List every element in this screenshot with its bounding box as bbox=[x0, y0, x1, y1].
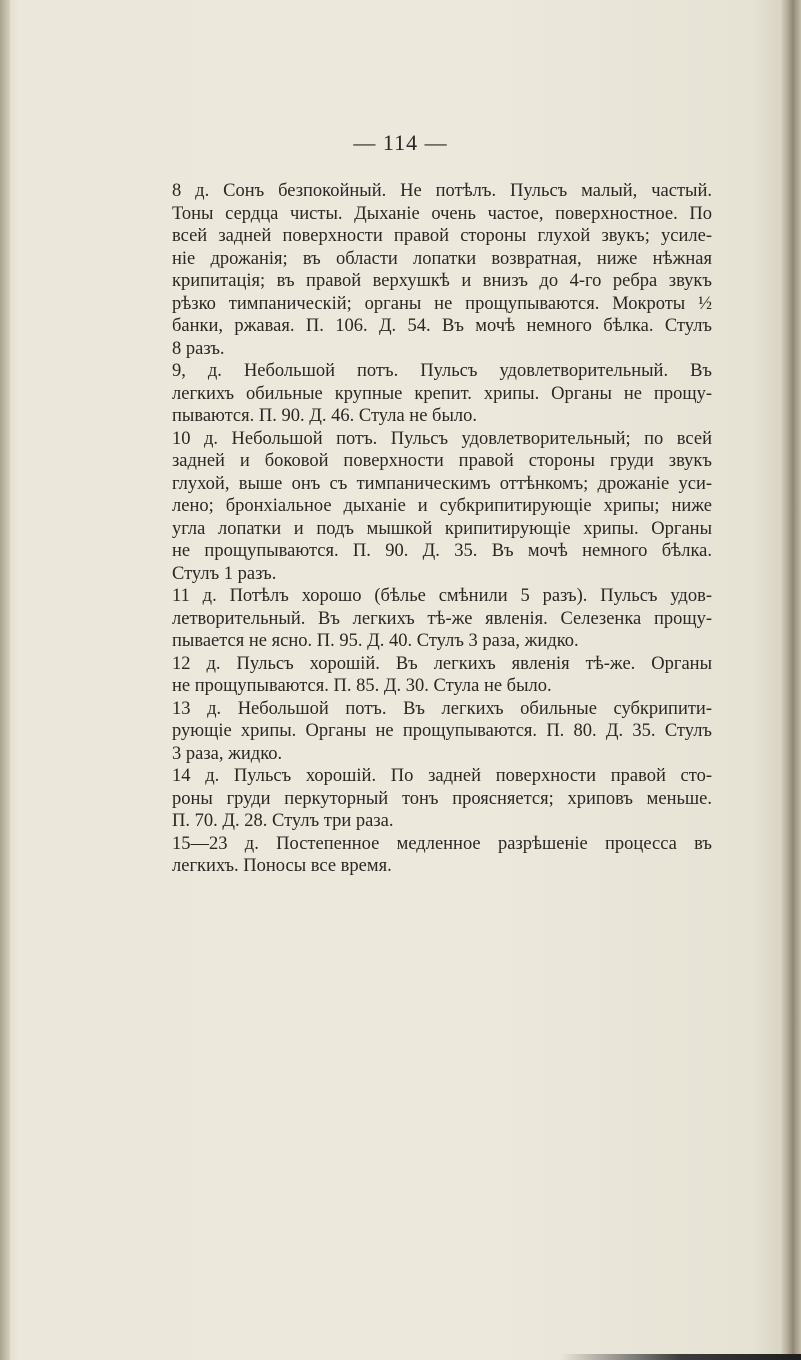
text-line: 11 д. Потѣлъ хорошо (бѣлье смѣнили 5 разъ). Пульсъ удов- bbox=[172, 586, 712, 606]
text-line: роны груди перкуторный тонъ проясняется; хриповъ меньше. bbox=[172, 788, 712, 809]
page-number: — 114 — bbox=[353, 130, 448, 155]
paragraph-day-14 bbox=[172, 765, 712, 833]
text-line: легкихъ обильные крупные крепит. хрипы. Органы не прощу- bbox=[172, 383, 712, 404]
page-left-edge bbox=[0, 0, 10, 1360]
text-line: 3 раза, жидко. bbox=[172, 743, 283, 764]
text-line: пываются. П. 90. Д. 46. Стула не было. bbox=[172, 406, 477, 426]
text-line: 14 д. Пульсъ хорошій. По задней поверхности правой сто- bbox=[172, 766, 712, 786]
text-line: глухой, выше онъ съ тимпаническимъ оттѣнкомъ; дрожаніе уси- bbox=[172, 473, 712, 494]
text-line: всей задней поверхности правой стороны глухой звукъ; усиле- bbox=[172, 226, 712, 246]
text-line: 12 д. Пульсъ хорошій. Въ легкихъ явленія тѣ-же. Органы bbox=[172, 653, 712, 674]
text-line: ніе дрожанія; въ области лопатки возвратная, ниже нѣжная bbox=[172, 248, 712, 269]
text-line: 13 д. Небольшой потъ. Въ легкихъ обильные субкрипити- bbox=[172, 698, 712, 719]
text-line: рующіе хрипы. Органы не прощупываются. П. 80. Д. 35. Стулъ bbox=[172, 721, 712, 741]
text-line: рѣзко тимпаническій; органы не прощупываются. Мокроты ½ bbox=[172, 293, 712, 314]
text-line: банки, ржавая. П. 106. Д. 54. Въ мочѣ немного бѣлка. Стулъ bbox=[172, 316, 712, 336]
text-line: 8 д. Сонъ безпокойный. Не потѣлъ. Пульсъ малый, частый. bbox=[172, 181, 712, 201]
text-line: Стулъ 1 разъ. bbox=[172, 563, 277, 584]
bottom-rule bbox=[560, 1354, 801, 1360]
paragraph-day-8 bbox=[172, 180, 712, 360]
text-line: П. 70. Д. 28. Стулъ три раза. bbox=[172, 811, 394, 831]
paragraph-day-13 bbox=[172, 698, 712, 766]
text-line: угла лопатки и подъ мышкой крипитирующіе хрипы. Органы bbox=[172, 518, 712, 539]
paragraph-days-15-23 bbox=[172, 833, 712, 878]
page-right-edge bbox=[779, 0, 801, 1360]
text-line: задней и боковой поверхности правой стороны груди звукъ bbox=[172, 451, 712, 471]
paragraph-day-12 bbox=[172, 653, 712, 698]
paragraph-day-10 bbox=[172, 428, 712, 586]
text-line: пывается не ясно. П. 95. Д. 40. Стулъ 3 раза, жидко. bbox=[172, 631, 579, 651]
text-line: 15—23 д. Постепенное медленное разрѣшеніе процесса въ bbox=[172, 833, 712, 854]
body-text bbox=[172, 180, 712, 878]
text-line: крипитація; въ правой верхушкѣ и внизъ до 4-го ребра звукъ bbox=[172, 271, 712, 291]
paragraph-day-11 bbox=[172, 585, 712, 653]
paragraph-day-9 bbox=[172, 360, 712, 428]
text-line: лено; бронхіальное дыханіе и субкрипитирующіе хрипы; ниже bbox=[172, 496, 712, 516]
text-line: не прощупываются. П. 90. Д. 35. Въ мочѣ немного бѣлка. bbox=[172, 541, 712, 561]
text-line: легкихъ. Поносы все время. bbox=[172, 856, 392, 876]
text-line: 10 д. Небольшой потъ. Пульсъ удовлетворительный; по всей bbox=[172, 428, 712, 449]
text-line: 9, д. Небольшой потъ. Пульсъ удовлетворительный. Въ bbox=[172, 361, 712, 381]
text-line: Тоны сердца чисты. Дыханіе очень частое, поверхностное. По bbox=[172, 203, 712, 224]
text-line: 8 разъ. bbox=[172, 338, 225, 359]
text-line: не прощупываются. П. 85. Д. 30. Стула не было. bbox=[172, 676, 552, 696]
text-line: летворительный. Въ легкихъ тѣ-же явленія. Селезенка прощу- bbox=[172, 608, 712, 629]
